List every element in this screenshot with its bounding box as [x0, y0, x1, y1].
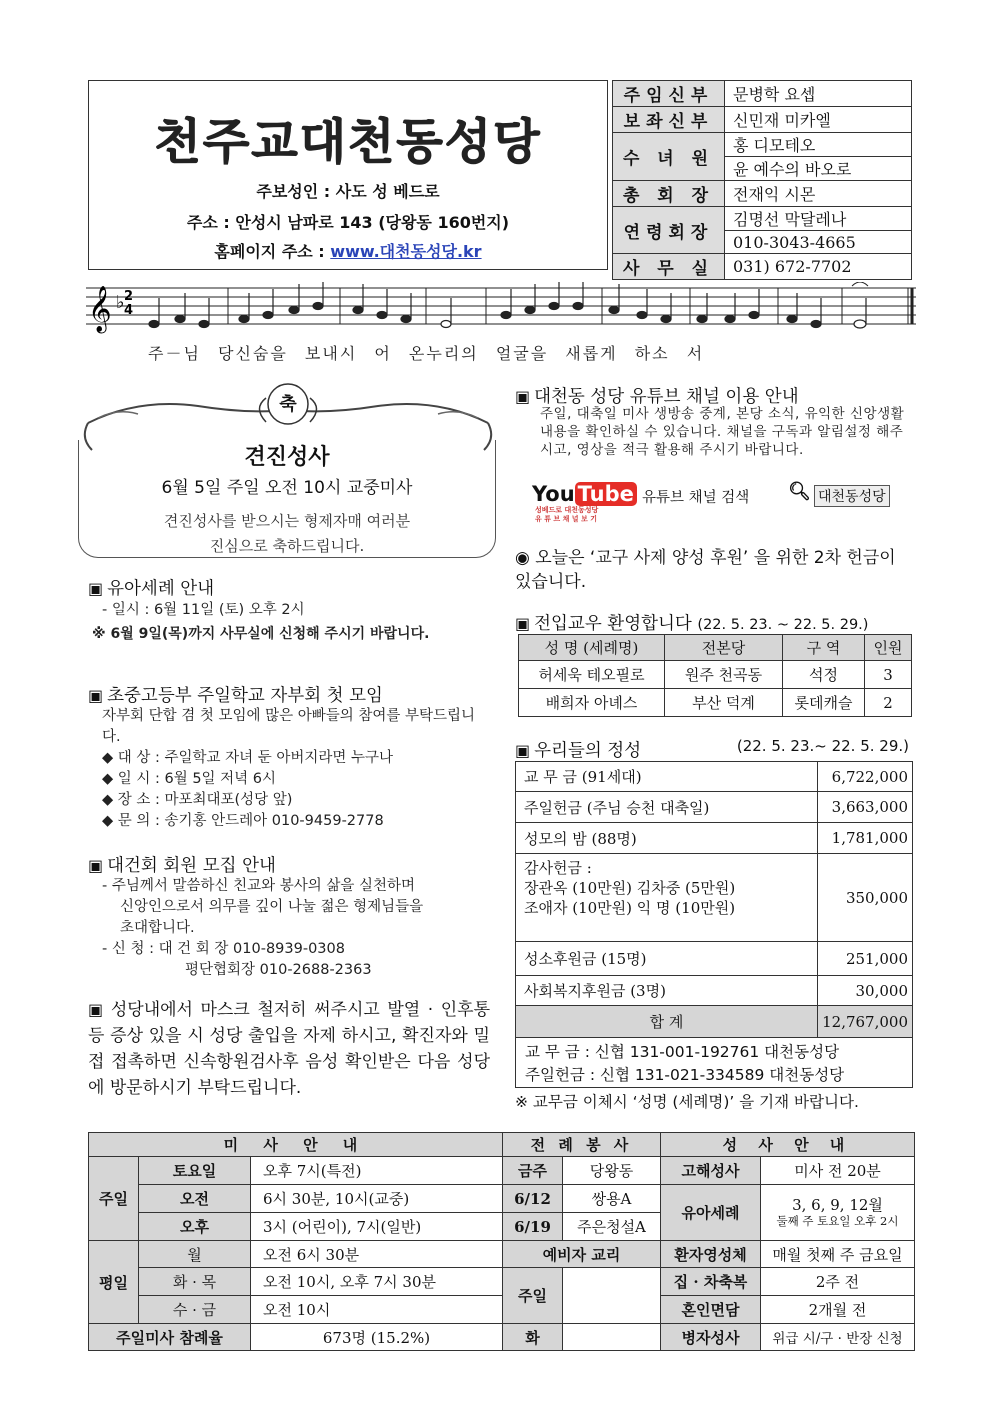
square-bullet-icon: ▣ — [515, 387, 531, 406]
header-box — [88, 80, 608, 270]
sacrament-name: 집 · 차축복 — [661, 1268, 761, 1296]
square-bullet-icon: ▣ — [515, 614, 531, 633]
table-header: 전본당 — [665, 635, 783, 661]
youtube-sub: 유 튜 브 채 널 보 기 — [535, 515, 597, 523]
square-bullet-icon: ▣ — [88, 856, 104, 875]
total-label: 합 계 — [516, 1006, 818, 1038]
mass-time: 오전 10시 — [251, 1296, 503, 1324]
mass-day: 화 · 목 — [139, 1268, 251, 1296]
table-header: 성 명 (세례명) — [519, 635, 665, 661]
mass-time: 오전 6시 30분 — [251, 1241, 503, 1268]
svg-text:♭: ♭ — [116, 292, 125, 313]
table-cell: 350,000 — [818, 854, 913, 942]
fathers-title: ▣ 초중고등부 주일학교 자부회 첫 모임 — [88, 686, 383, 706]
table-cell: 성소후원금 (15명) — [516, 942, 818, 976]
recruit-title: ▣ 대건회 회원 모집 안내 — [88, 856, 276, 876]
treble-clef-icon: 𝄞 — [88, 286, 112, 332]
altar-date: 6/19 — [503, 1213, 563, 1241]
table-cell: 부산 덕계 — [665, 689, 783, 717]
recruit-line: 신앙인으로서 의무를 깊이 나눌 젊은 형제님들을 — [120, 899, 424, 915]
church-title: 천주교대천동성당 — [154, 114, 542, 170]
table-cell: 배희자 아녜스 — [519, 689, 665, 717]
staff-name: 문병학 요셉 — [725, 81, 912, 107]
mass-day: 오전 — [139, 1185, 251, 1213]
table-cell: 성모의 밤 (88명) — [516, 823, 818, 854]
mass-title: 미 사 안 내 — [89, 1133, 503, 1157]
table-header: 구 역 — [783, 635, 865, 661]
bank-line: 주일헌금 : 신협 131-021-334589 대천동성당 — [525, 1066, 845, 1084]
mass-time: 오후 7시(특전) — [251, 1157, 503, 1185]
table-cell: 교 무 금 (91세대) — [516, 762, 818, 792]
svg-text:2: 2 — [124, 289, 134, 304]
table-cell: 주일헌금 (주님 승천 대축일) — [516, 792, 818, 823]
sacrament-desc: 미사 전 20분 — [761, 1157, 915, 1185]
table-row — [516, 942, 913, 976]
table-cell: 사회복지후원금 (3명) — [516, 976, 818, 1006]
fathers-item: ◆ 장 소 : 마포최대포(성당 앞) — [102, 792, 293, 808]
staff-name: 김명선 막달레나 — [725, 207, 912, 231]
catechism-day: 주일 — [503, 1268, 563, 1324]
infant-baptism-note: ※ 6월 9일(목)까지 사무실에 신청해 주시기 바랍니다. — [92, 626, 430, 642]
fathers-item: ◆ 일 시 : 6월 5일 저녁 6시 — [102, 771, 277, 787]
table-row — [519, 661, 912, 689]
catechism-title: 예비자 교리 — [503, 1241, 661, 1268]
mass-time: 3시 (어린이), 7시(일반) — [251, 1213, 503, 1241]
confirmation-title: 견진성사 — [244, 444, 330, 470]
search-icon: 🔍︎ — [788, 481, 811, 502]
infant-baptism-title: ▣ 유아세례 안내 — [88, 579, 215, 599]
square-bullet-icon: ▣ — [88, 686, 104, 705]
sacrament-desc: 매월 첫째 주 금요일 — [761, 1241, 915, 1268]
table-row — [516, 976, 913, 1006]
staff-role: 수 녀 원 — [613, 133, 725, 181]
sacrament-desc: 위급 시/구 · 반장 신청 — [761, 1324, 915, 1351]
confirmation-when: 6월 5일 주일 오전 10시 교중미사 — [161, 478, 413, 498]
table-cell: 원주 천곡동 — [665, 661, 783, 689]
hymn-lyrics: 주－님 당신숨을 보내시 어 온누리의 얼굴을 새롭게 하소 서 — [148, 344, 705, 363]
target-bullet-icon: ◉ — [515, 548, 536, 568]
sacrament-name: 병자성사 — [661, 1324, 761, 1351]
altar-date: 금주 — [503, 1157, 563, 1185]
mass-day: 수 · 금 — [139, 1296, 251, 1324]
sacrament-desc: 2개월 전 — [761, 1296, 915, 1324]
table-cell: 조애자 (10만원) 익 명 (10만원) — [524, 899, 736, 917]
offerings-title: ▣ 우리들의 정성 (22. 5. 23.~ 22. 5. 29.) — [515, 737, 909, 761]
staff-role: 연령회장 — [613, 207, 725, 254]
table-row — [516, 792, 913, 823]
bank-line: 교 무 금 : 신협 131-001-192761 대천동성당 — [525, 1043, 840, 1061]
table-cell: 롯데캐슬 — [783, 689, 865, 717]
music-staff — [86, 282, 916, 338]
schedule-table — [88, 1132, 915, 1351]
confirmation-msg: 진심으로 축하드립니다. — [209, 537, 365, 555]
fathers-item: ◆ 대 상 : 주일학교 자녀 둔 아버지라면 누구나 — [102, 750, 394, 766]
altar-date: 6/12 — [503, 1185, 563, 1213]
youtube-search-term[interactable]: 대천동성당 — [814, 485, 890, 507]
altar-group: 당왕동 — [563, 1157, 661, 1185]
table-cell: 감사헌금 : — [524, 859, 592, 877]
sacrament-name: 혼인면담 — [661, 1296, 761, 1324]
table-cell: 장관옥 (10만원) 김차중 (5만원) — [524, 879, 736, 897]
sacrament-name: 환자영성체 — [661, 1241, 761, 1268]
staff-phone: 010-3043-4665 — [725, 231, 912, 254]
mass-time: 6시 30분, 10시(교중) — [251, 1185, 503, 1213]
table-cell: 30,000 — [818, 976, 913, 1006]
table-cell: 2 — [865, 689, 912, 717]
square-bullet-icon: ▣ — [88, 1000, 111, 1019]
catechism-day: 화 — [503, 1324, 563, 1351]
patron-saint: 주보성인 : 사도 성 베드로 — [256, 182, 440, 201]
recruit-line: - 주님께서 말씀하신 친교와 봉사의 삶을 실천하며 — [102, 878, 416, 894]
mass-time: 오전 10시, 오후 7시 30분 — [251, 1268, 503, 1296]
table-row — [516, 823, 913, 854]
youtube-logo[interactable]: You Tube — [532, 482, 637, 506]
altar-group: 주은청설A — [563, 1213, 661, 1241]
svg-text:4: 4 — [124, 303, 134, 318]
offering-note: ※ 교무금 이체시 ‘성명 (세례명)’ 을 기재 바랍니다. — [515, 1093, 859, 1111]
recruit-line: 초대합니다. — [120, 920, 195, 936]
table-cell: 251,000 — [818, 942, 913, 976]
total-amount: 12,767,000 — [818, 1006, 913, 1038]
table-cell: 허세욱 테오필로 — [519, 661, 665, 689]
recruit-apply: 평단협회장 010-2688-2363 — [185, 962, 372, 978]
attendance-label: 주일미사 참례율 — [89, 1324, 251, 1351]
staff-name: 전재익 시몬 — [725, 181, 912, 207]
recruit-apply: - 신 청 : 대 건 회 장 010-8939-0308 — [102, 941, 345, 957]
mass-day: 토요일 — [139, 1157, 251, 1185]
table-row — [516, 854, 913, 942]
mass-day: 오후 — [139, 1213, 251, 1241]
offerings-table — [515, 761, 913, 1038]
celebration-badge-icon: 축 — [279, 394, 297, 415]
homepage-label: 홈페이지 주소 : — [214, 242, 331, 261]
staff-role: 주임신부 — [613, 81, 725, 107]
table-row — [519, 689, 912, 717]
staff-role: 총 회 장 — [613, 181, 725, 207]
staff-name: 신민재 미카엘 — [725, 107, 912, 133]
weekday-label: 평일 — [89, 1241, 139, 1324]
staff-role: 보좌신부 — [613, 107, 725, 133]
table-cell: 6,722,000 — [818, 762, 913, 792]
table-header: 인원 — [865, 635, 912, 661]
altar-group: 쌍용A — [563, 1185, 661, 1213]
youtube-title: ▣ 대천동 성당 유튜브 채널 이용 안내 — [515, 387, 799, 407]
table-cell: 3,663,000 — [818, 792, 913, 823]
total-row — [516, 1006, 913, 1038]
youtube-sub: 성베드로 대천동성당 — [535, 506, 599, 514]
homepage-link[interactable]: www.대천동성당.kr — [330, 242, 482, 261]
sacrament-name: 고해성사 — [661, 1157, 761, 1185]
mass-day: 월 — [139, 1241, 251, 1268]
sunday-label: 주일 — [89, 1157, 139, 1241]
staff-table — [612, 80, 912, 280]
attendance-value: 673명 (15.2%) — [251, 1324, 503, 1351]
mask-notice: ▣ 성당내에서 마스크 철저히 써주시고 발열 · 인후통 등 증상 있을 시 성당 출입을 자제 하시고, 확진자와 밀접 접촉하면 신속항원검사후 음성 확인받은 다음 성당에 방문하시기 부탁드립니다. — [88, 1000, 490, 1098]
table-cell: 1,781,000 — [818, 823, 913, 854]
staff-role: 사 무 실 — [613, 254, 725, 280]
office-phone: 031) 672-7702 — [725, 254, 912, 280]
altar-title: 전 례 봉 사 — [503, 1133, 661, 1157]
table-cell: 석정 — [783, 661, 865, 689]
staff-name: 윤 예수의 바오로 — [725, 157, 912, 181]
newcomers-title: ▣ 전입교우 환영합니다 (22. 5. 23. ~ 22. 5. 29.) — [515, 614, 869, 634]
fathers-item: ◆ 문 의 : 송기홍 안드레아 010-9459-2778 — [102, 813, 384, 829]
confirmation-msg: 견진성사를 받으시는 형제자매 여러분 — [163, 512, 411, 530]
youtube-search-label: 유튜브 채널 검색 — [642, 490, 750, 506]
fathers-intro: 자부회 단합 겸 첫 모임에 많은 아빠들의 참여를 부탁드립니다. — [102, 708, 476, 745]
table-row — [516, 762, 913, 792]
sacrament-desc: 2주 전 — [761, 1268, 915, 1296]
sacrament-desc: 둘째 주 토요일 오후 2시 — [776, 1213, 899, 1228]
square-bullet-icon: ▣ — [88, 579, 104, 598]
sacrament-desc: 3, 6, 9, 12월 — [792, 1195, 883, 1214]
infant-baptism-line: - 일시 : 6월 11일 (토) 오후 2시 — [102, 602, 305, 618]
youtube-text: 주일, 대축일 미사 생방송 중계, 본당 소식, 유익한 신앙생활 내용을 확인하실 수 있습니다. 채널을 구독과 알림설정 해주시고, 영상을 적극 활용해 주시기 바랍니다. — [540, 406, 905, 458]
staff-name: 홍 디모테오 — [725, 133, 912, 157]
table-cell: 3 — [865, 661, 912, 689]
sacrament-name: 유아세례 — [661, 1185, 761, 1241]
newcomers-table — [518, 634, 912, 717]
second-collection-notice: ◉ 오늘은 ‘교구 사제 양성 후원’ 을 위한 2차 헌금이 있습니다. — [515, 548, 896, 592]
square-bullet-icon: ▣ — [515, 741, 531, 760]
sacrament-title: 성 사 안 내 — [661, 1133, 915, 1157]
address: 주소 : 안성시 남파로 143 (당왕동 160번지) — [186, 213, 510, 232]
